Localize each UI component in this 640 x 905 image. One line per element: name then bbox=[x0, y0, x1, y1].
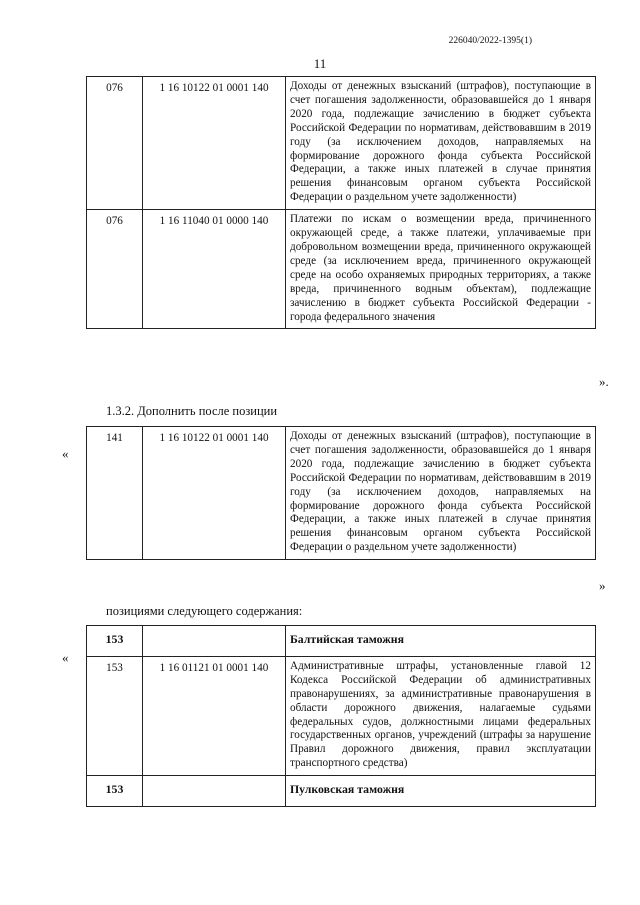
admin-code: 153 bbox=[87, 626, 143, 657]
budget-codes-table-3 bbox=[86, 625, 596, 807]
administrator-name: Пулковская таможня bbox=[286, 776, 596, 807]
document-id: 226040/2022-1395(1) bbox=[448, 36, 532, 46]
kbk-code bbox=[143, 626, 286, 657]
closing-quote: » bbox=[599, 578, 606, 593]
admin-code: 076 bbox=[87, 210, 143, 329]
income-description: Платежи по искам о возмещении вреда, причиненного окружающей среде, а также платежи, уплачиваемые при добровольном возмещении вреда, причиненного окружающей среде (за исключением вреда, причиненного окружающей среде на особо охраняемых природных территориях, а также вреда, причиненного водным объектам), подлежащие зачислению в бюджет субъекта Российской Федерации - города федерального значения bbox=[286, 210, 596, 329]
table-row bbox=[87, 210, 596, 329]
table-row bbox=[87, 427, 596, 560]
table-row bbox=[87, 77, 596, 210]
opening-quote: « bbox=[62, 446, 69, 461]
income-description: Административные штрафы, установленные главой 12 Кодекса Российской Федерации об административных правонарушениях, за административные правонарушения в области дорожного движения, налагаемые судьями федеральных судов, должностными лицами федеральных государственных органов, учреждений (штрафы за нарушение Правил дорожного движения, правил эксплуатации транспортного средства) bbox=[286, 656, 596, 775]
kbk-code: 1 16 11040 01 0000 140 bbox=[143, 210, 286, 329]
closing-quote: ». bbox=[599, 374, 609, 389]
table-row bbox=[87, 626, 596, 657]
admin-code: 153 bbox=[87, 656, 143, 775]
administrator-name: Балтийская таможня bbox=[286, 626, 596, 657]
positions-text: позициями следующего содержания: bbox=[106, 604, 303, 618]
admin-code: 076 bbox=[87, 77, 143, 210]
income-description: Доходы от денежных взысканий (штрафов), поступающие в счет погашения задолженности, образовавшейся до 1 января 2020 года, подлежащие зачислению в бюджет субъекта Российской Федерации по нормативам, действовавшим в 2019 году (за исключением доходов, направляемых на формирование дорожного фонда субъекта Российской Федерации, а также иных платежей в случае принятия решения финансовым органом субъекта Российской Федерации о раздельном учете задолженности) bbox=[286, 427, 596, 560]
table-row bbox=[87, 776, 596, 807]
page-number: 11 bbox=[313, 56, 327, 71]
kbk-code: 1 16 10122 01 0001 140 bbox=[143, 427, 286, 560]
table-row bbox=[87, 656, 596, 775]
admin-code: 141 bbox=[87, 427, 143, 560]
budget-codes-table-1 bbox=[86, 76, 596, 329]
budget-codes-table-2 bbox=[86, 426, 596, 560]
opening-quote: « bbox=[62, 650, 69, 665]
kbk-code: 1 16 01121 01 0001 140 bbox=[143, 656, 286, 775]
income-description: Доходы от денежных взысканий (штрафов), поступающие в счет погашения задолженности, образовавшейся до 1 января 2020 года, подлежащие зачислению в бюджет субъекта Российской Федерации по нормативам, действовавшим в 2019 году (за исключением доходов, направляемых на формирование дорожного фонда субъекта Российской Федерации, а также иных платежей в случае принятия решения финансовым органом субъекта Российской Федерации о раздельном учете задолженности) bbox=[286, 77, 596, 210]
section-heading: 1.3.2. Дополнить после позиции bbox=[106, 404, 278, 418]
kbk-code: 1 16 10122 01 0001 140 bbox=[143, 77, 286, 210]
admin-code: 153 bbox=[87, 776, 143, 807]
kbk-code bbox=[143, 776, 286, 807]
